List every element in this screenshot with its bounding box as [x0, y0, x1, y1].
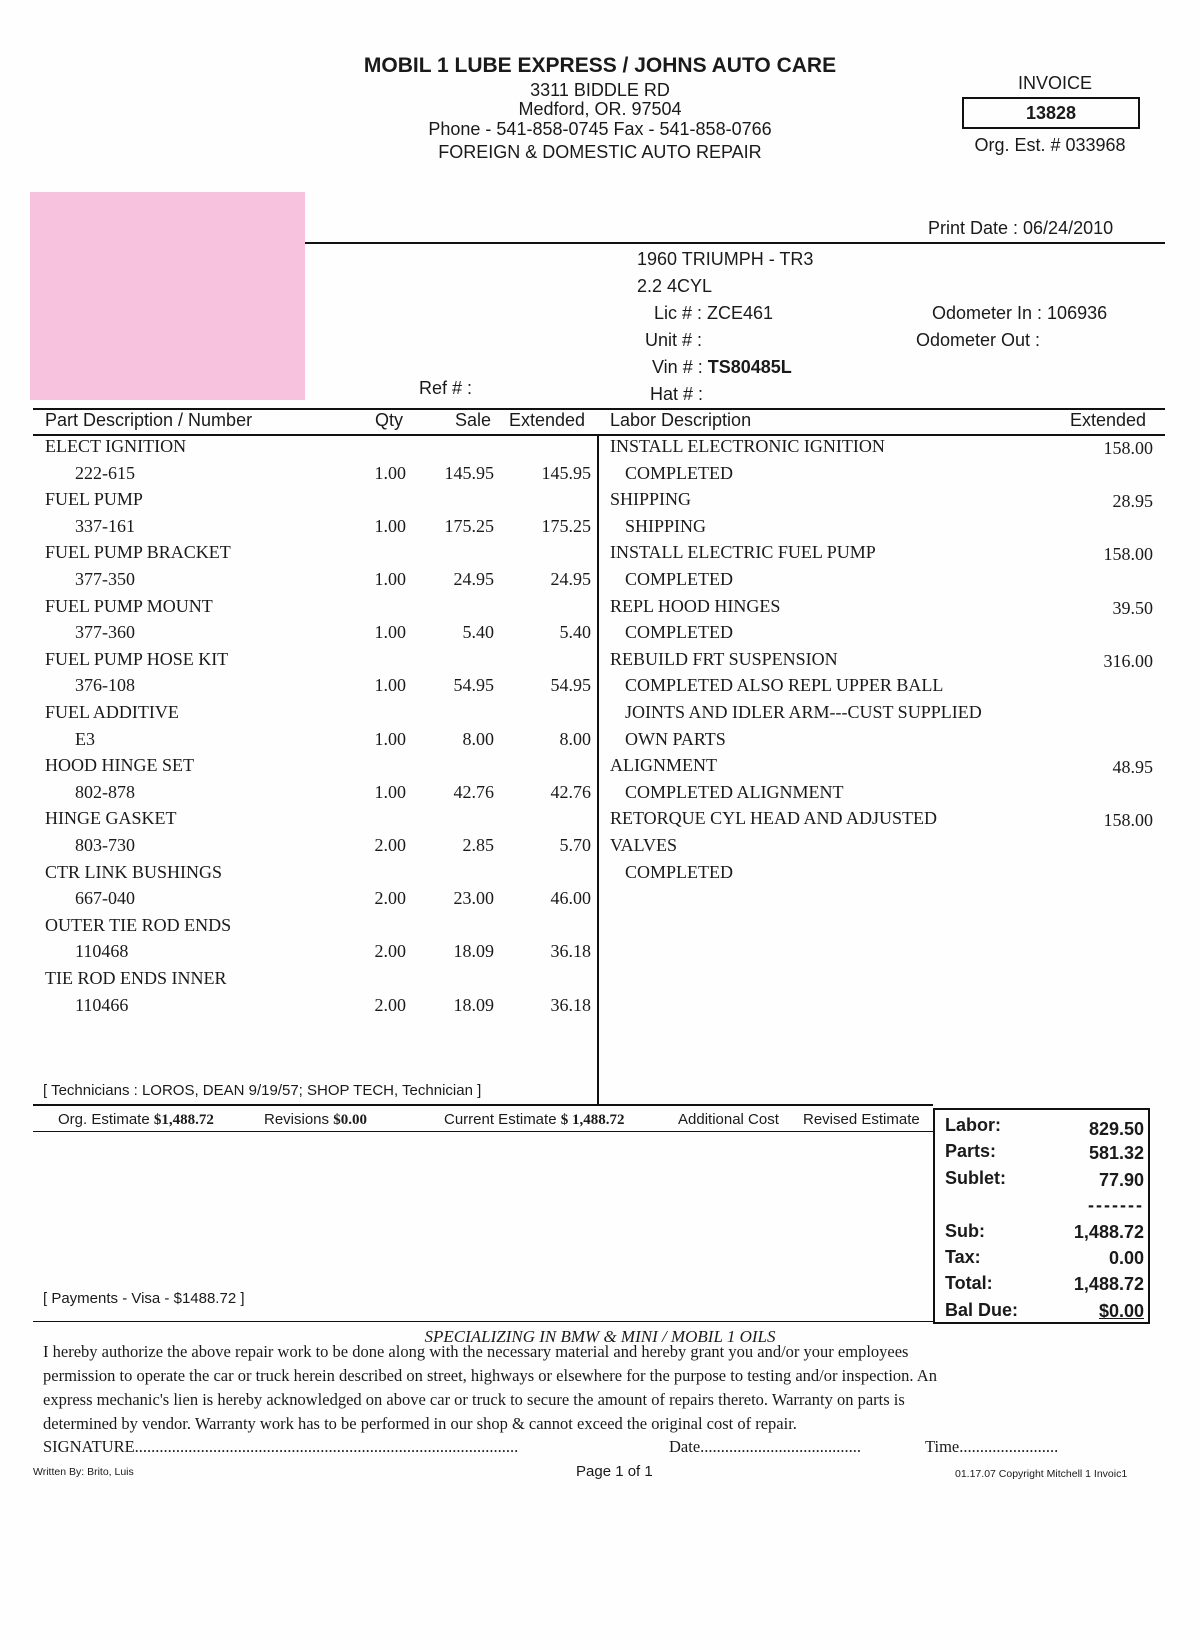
labor-amount: 158.00: [1103, 544, 1153, 565]
part-qty: 2.00: [374, 941, 406, 962]
part-number: 377-360: [75, 622, 135, 643]
tax-label: Tax:: [945, 1247, 981, 1267]
labor-amount: 28.95: [1112, 491, 1153, 512]
revised-estimate: Revised Estimate: [803, 1111, 920, 1128]
labor-line: VALVES: [610, 835, 678, 855]
totals-dashes: -------: [1088, 1195, 1144, 1215]
part-extended: 36.18: [550, 994, 591, 1015]
technicians-line: [ Technicians : LOROS, DEAN 9/19/57; SHOP TECH, Technician ]: [43, 1082, 482, 1099]
invoice-label: INVOICE: [1017, 73, 1092, 93]
part-description: ELECT IGNITION: [45, 436, 187, 456]
labor-line: ALIGNMENT: [610, 755, 717, 776]
part-number: 667-040: [75, 888, 135, 909]
part-description: FUEL PUMP HOSE KIT: [45, 648, 229, 669]
vehicle-model: 1960 TRIUMPH - TR3: [637, 249, 814, 269]
part-number: 802-878: [75, 781, 135, 802]
company-phone-fax: Phone - 541-858-0745 Fax - 541-858-0766: [428, 119, 772, 139]
payments-line: [ Payments - Visa - $1488.72 ]: [43, 1290, 245, 1307]
ref-number: Ref # :: [419, 378, 473, 398]
part-qty: 1.00: [374, 569, 406, 589]
labor-amount: 158.00: [1103, 810, 1153, 831]
signature-line[interactable]: SIGNATURE.............................................................................................: [43, 1437, 519, 1456]
company-name: MOBIL 1 LUBE EXPRESS / JOHNS AUTO CARE: [363, 54, 837, 77]
labor-line: INSTALL ELECTRIC FUEL PUMP: [610, 542, 876, 563]
labor-line: COMPLETED: [625, 861, 733, 882]
balance-due-value: $0.00: [1098, 1301, 1144, 1321]
labor-line: COMPLETED: [625, 462, 733, 483]
legal-line-1: I hereby authorize the above repair work to be done along with the necessary material and hereby grant you and/or your employees: [43, 1342, 909, 1361]
revisions-label: Revisions: [264, 1111, 330, 1128]
part-qty: 1.00: [374, 515, 406, 536]
grand-total-value: 1,488.72: [1073, 1274, 1144, 1294]
labor-line: JOINTS AND IDLER ARM---CUST SUPPLIED: [625, 702, 982, 722]
labor-amount: 48.95: [1112, 757, 1153, 778]
written-by: Written By: Brito, Luis: [33, 1466, 134, 1478]
part-description: OUTER TIE ROD ENDS: [45, 914, 232, 935]
labor-amount: 39.50: [1112, 597, 1153, 618]
divider-top: [305, 242, 1165, 244]
part-qty: 1.00: [374, 728, 406, 749]
part-number: 222-615: [75, 462, 135, 483]
col-qty: Qty: [375, 410, 404, 430]
col-labor-description: Labor Description: [610, 410, 752, 430]
part-sale: 23.00: [453, 888, 494, 909]
labor-line: REPL HOOD HINGES: [610, 595, 781, 616]
col-sale: Sale: [455, 410, 492, 430]
current-estimate: [444, 1111, 624, 1129]
part-qty: 1.00: [374, 462, 406, 483]
part-qty: 1.00: [374, 622, 406, 643]
additional-cost: Additional Cost: [678, 1111, 779, 1128]
parts-total-value: 581.32: [1088, 1143, 1144, 1163]
part-qty: 2.00: [374, 835, 406, 855]
legal-line-4: determined by vendor. Warranty work has to be performed in our shop & cannot exceed the original cost of repair.: [43, 1414, 797, 1433]
invoice-number: 13828: [962, 97, 1140, 129]
specializing-line: SPECIALIZING IN BMW & MINI / MOBIL 1 OILS: [424, 1327, 776, 1346]
labor-amount: 158.00: [1103, 438, 1153, 458]
part-extended: 5.70: [559, 835, 591, 855]
part-number: 803-730: [75, 835, 135, 855]
vin-label: Vin # :: [652, 357, 708, 377]
vehicle-lic: Lic # : ZCE461: [654, 303, 774, 323]
part-sale: 175.25: [444, 515, 494, 536]
org-estimate-value: $1,488.72: [153, 1112, 214, 1128]
part-sale: 54.95: [453, 675, 494, 696]
odometer-out: Odometer Out :: [916, 330, 1041, 350]
revisions-value: $0.00: [333, 1112, 367, 1128]
date-line[interactable]: Date.......................................: [669, 1437, 862, 1456]
labor-total-label: Labor:: [945, 1115, 1001, 1135]
labor-line: COMPLETED ALIGNMENT: [625, 781, 844, 802]
labor-amount: 316.00: [1103, 650, 1153, 671]
part-qty: 2.00: [374, 994, 406, 1015]
revisions: [264, 1111, 367, 1129]
part-number: 110466: [75, 994, 129, 1015]
part-extended: 54.95: [550, 675, 591, 696]
labor-total-value: 829.50: [1088, 1119, 1144, 1139]
part-sale: 42.76: [453, 781, 494, 802]
part-extended: 145.95: [541, 462, 591, 483]
part-description: FUEL PUMP MOUNT: [45, 595, 213, 616]
divider-estimates: [33, 1104, 933, 1106]
labor-line: OWN PARTS: [625, 728, 726, 749]
part-extended: 46.00: [550, 888, 591, 909]
column-separator: [597, 434, 599, 1106]
vehicle-vin: [652, 356, 792, 378]
company-address: 3311 BIDDLE RD: [530, 80, 670, 100]
part-number: 377-350: [75, 569, 135, 589]
part-extended: 5.40: [559, 622, 591, 643]
part-extended: 42.76: [550, 781, 591, 802]
part-description: TIE ROD ENDS INNER: [45, 968, 227, 988]
pink-sticker: [30, 192, 305, 400]
part-description: HINGE GASKET: [45, 808, 177, 829]
grand-total-label: Total:: [945, 1273, 993, 1293]
current-estimate-value: $ 1,488.72: [560, 1112, 625, 1128]
part-description: FUEL PUMP BRACKET: [45, 542, 231, 563]
labor-line: SHIPPING: [625, 515, 707, 536]
part-sale: 145.95: [444, 462, 494, 483]
col-labor-extended: Extended: [1070, 410, 1147, 430]
part-number: 110468: [75, 941, 129, 962]
tax-value: 0.00: [1108, 1248, 1144, 1268]
labor-line: REBUILD FRT SUSPENSION: [610, 648, 838, 669]
part-sale: 2.85: [462, 835, 494, 855]
labor-line: COMPLETED: [625, 622, 733, 643]
sublet-total-value: 77.90: [1098, 1170, 1144, 1190]
page-number: Page 1 of 1: [576, 1463, 653, 1480]
divider-estimates-bottom: [33, 1131, 933, 1132]
part-sale: 5.40: [462, 622, 494, 643]
part-extended: 8.00: [559, 728, 591, 749]
part-description: CTR LINK BUSHINGS: [45, 861, 223, 882]
part-extended: 175.25: [541, 515, 591, 536]
company-city: Medford, OR. 97504: [518, 99, 682, 119]
col-part-description: Part Description / Number: [45, 410, 253, 430]
sub-total-label: Sub:: [945, 1221, 985, 1241]
vehicle-engine: 2.2 4CYL: [637, 276, 713, 296]
labor-line: COMPLETED: [625, 569, 733, 589]
print-date: Print Date : 06/24/2010: [928, 218, 1114, 238]
labor-line: COMPLETED ALSO REPL UPPER BALL: [625, 675, 944, 696]
part-qty: 2.00: [374, 888, 406, 909]
sub-total-value: 1,488.72: [1073, 1222, 1144, 1242]
odometer-in: Odometer In : 106936: [932, 303, 1108, 323]
current-estimate-label: Current Estimate: [444, 1111, 557, 1128]
part-sale: 18.09: [453, 941, 494, 962]
company-tagline: FOREIGN & DOMESTIC AUTO REPAIR: [438, 142, 762, 162]
part-number: E3: [75, 728, 95, 749]
divider-payments: [33, 1321, 933, 1322]
legal-line-2: permission to operate the car or truck herein described on street, highways or elsewhere for the purpose to testing and/or inspection. An: [43, 1366, 937, 1385]
part-number: 376-108: [75, 675, 135, 696]
labor-line: RETORQUE CYL HEAD AND ADJUSTED: [610, 808, 938, 829]
copyright: 01.17.07 Copyright Mitchell 1 Invoic1: [955, 1468, 1128, 1480]
sublet-total-label: Sublet:: [945, 1168, 1006, 1188]
vehicle-unit: Unit # :: [645, 330, 703, 350]
labor-line: SHIPPING: [610, 489, 692, 510]
part-sale: 18.09: [453, 994, 494, 1015]
part-qty: 1.00: [374, 781, 406, 802]
org-estimate-label: Org. Estimate: [58, 1111, 150, 1128]
part-description: HOOD HINGE SET: [45, 755, 194, 776]
part-description: FUEL ADDITIVE: [45, 702, 179, 722]
part-sale: 8.00: [462, 728, 494, 749]
org-estimate: [58, 1111, 214, 1129]
part-extended: 36.18: [550, 941, 591, 962]
legal-line-3: express mechanic's lien is hereby acknowledged on above car or truck to secure the amount of repairs thereto. Warranty on parts is: [43, 1390, 905, 1409]
vehicle-hat: Hat # :: [650, 384, 704, 404]
part-description: FUEL PUMP: [45, 489, 143, 510]
part-extended: 24.95: [550, 569, 591, 589]
parts-total-label: Parts:: [945, 1141, 997, 1161]
divider-header-bottom: [33, 434, 1165, 436]
col-extended: Extended: [509, 410, 586, 430]
part-qty: 1.00: [374, 675, 406, 696]
org-est-number: Org. Est. # 033968: [974, 135, 1126, 155]
time-line[interactable]: Time........................: [925, 1437, 1059, 1456]
balance-due-label: Bal Due:: [945, 1300, 1019, 1320]
part-sale: 24.95: [453, 569, 494, 589]
part-number: 337-161: [75, 515, 135, 536]
labor-line: INSTALL ELECTRONIC IGNITION: [610, 436, 885, 456]
vin-value: TS80485L: [707, 357, 792, 377]
